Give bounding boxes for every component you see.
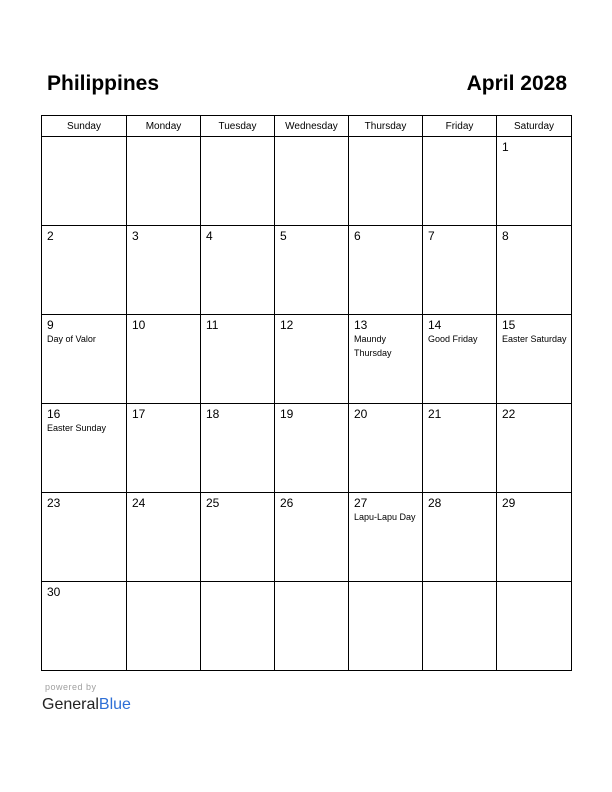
day-cell (201, 582, 275, 671)
holiday-label: Day of Valor (47, 334, 96, 344)
powered-by-text: powered by (45, 682, 97, 692)
day-cell (275, 404, 349, 493)
day-cell (349, 404, 423, 493)
day-cell (497, 226, 572, 315)
day-number: 18 (206, 407, 220, 421)
footer (42, 682, 131, 715)
day-number: 7 (428, 229, 435, 243)
day-cell (42, 404, 127, 493)
day-cell (127, 493, 201, 582)
holiday-label: Good Friday (428, 334, 478, 344)
day-number: 26 (280, 496, 294, 510)
day-cell (201, 493, 275, 582)
day-number: 11 (206, 318, 219, 332)
holiday-label: Maundy Thursday (354, 334, 392, 358)
day-cell (275, 226, 349, 315)
weekday-monday: Monday (127, 116, 201, 137)
day-number: 23 (47, 496, 61, 510)
day-number: 10 (132, 318, 146, 332)
day-number: 24 (132, 496, 146, 510)
day-cell (201, 315, 275, 404)
day-cell (275, 582, 349, 671)
day-cell (349, 226, 423, 315)
calendar-body (42, 137, 572, 671)
day-cell (423, 404, 497, 493)
day-cell (42, 137, 127, 226)
day-number: 15 (502, 318, 516, 332)
day-cell (423, 226, 497, 315)
day-cell (423, 493, 497, 582)
day-cell (42, 582, 127, 671)
country-title: Philippines (47, 72, 160, 95)
day-cell (497, 137, 572, 226)
holiday-label: Lapu-Lapu Day (354, 512, 416, 522)
day-number: 19 (280, 407, 294, 421)
day-cell (201, 404, 275, 493)
day-cell (275, 137, 349, 226)
day-cell (127, 315, 201, 404)
day-number: 9 (47, 318, 54, 332)
weekday-thursday: Thursday (349, 116, 423, 137)
day-number: 16 (47, 407, 61, 421)
week-row (42, 493, 572, 582)
day-cell (42, 493, 127, 582)
day-cell (201, 137, 275, 226)
day-cell (497, 493, 572, 582)
day-cell (275, 315, 349, 404)
day-number: 13 (354, 318, 368, 332)
brand-logo-part1: General (42, 696, 99, 713)
day-cell (423, 582, 497, 671)
calendar-grid (41, 115, 572, 671)
day-cell (497, 404, 572, 493)
day-number: 4 (206, 229, 213, 243)
day-number: 27 (354, 496, 368, 510)
day-cell (349, 315, 423, 404)
day-number: 2 (47, 229, 54, 243)
day-cell (497, 582, 572, 671)
day-cell (423, 315, 497, 404)
day-number: 8 (502, 229, 509, 243)
weekday-header-row (42, 116, 572, 137)
week-row (42, 137, 572, 226)
day-number: 1 (502, 140, 509, 154)
day-number: 30 (47, 585, 61, 599)
day-number: 14 (428, 318, 442, 332)
holiday-label: Easter Sunday (47, 423, 107, 433)
day-cell (127, 582, 201, 671)
day-number: 29 (502, 496, 516, 510)
brand-logo-part2: Blue (98, 696, 131, 713)
week-row (42, 582, 572, 671)
day-number: 3 (132, 229, 139, 243)
day-number: 5 (280, 229, 287, 243)
day-cell (127, 226, 201, 315)
week-row (42, 226, 572, 315)
weekday-tuesday: Tuesday (201, 116, 275, 137)
day-cell (275, 493, 349, 582)
day-number: 25 (206, 496, 220, 510)
day-cell (42, 226, 127, 315)
day-number: 28 (428, 496, 442, 510)
day-number: 12 (280, 318, 294, 332)
day-number: 17 (132, 407, 146, 421)
brand-logo (42, 695, 131, 715)
weekday-saturday: Saturday (497, 116, 572, 137)
week-row (42, 404, 572, 493)
day-cell (201, 226, 275, 315)
day-cell (349, 493, 423, 582)
day-cell (42, 315, 127, 404)
holiday-label: Easter Saturday (502, 334, 567, 344)
day-number: 22 (502, 407, 516, 421)
weekday-wednesday: Wednesday (275, 116, 349, 137)
weekday-sunday: Sunday (42, 116, 127, 137)
day-cell (497, 315, 572, 404)
day-number: 20 (354, 407, 368, 421)
weekday-friday: Friday (423, 116, 497, 137)
month-title: April 2028 (466, 72, 567, 95)
day-number: 6 (354, 229, 361, 243)
day-cell (349, 137, 423, 226)
day-cell (127, 137, 201, 226)
day-cell (423, 137, 497, 226)
day-number: 21 (428, 407, 442, 421)
day-cell (349, 582, 423, 671)
week-row (42, 315, 572, 404)
day-cell (127, 404, 201, 493)
calendar-header (46, 70, 566, 98)
